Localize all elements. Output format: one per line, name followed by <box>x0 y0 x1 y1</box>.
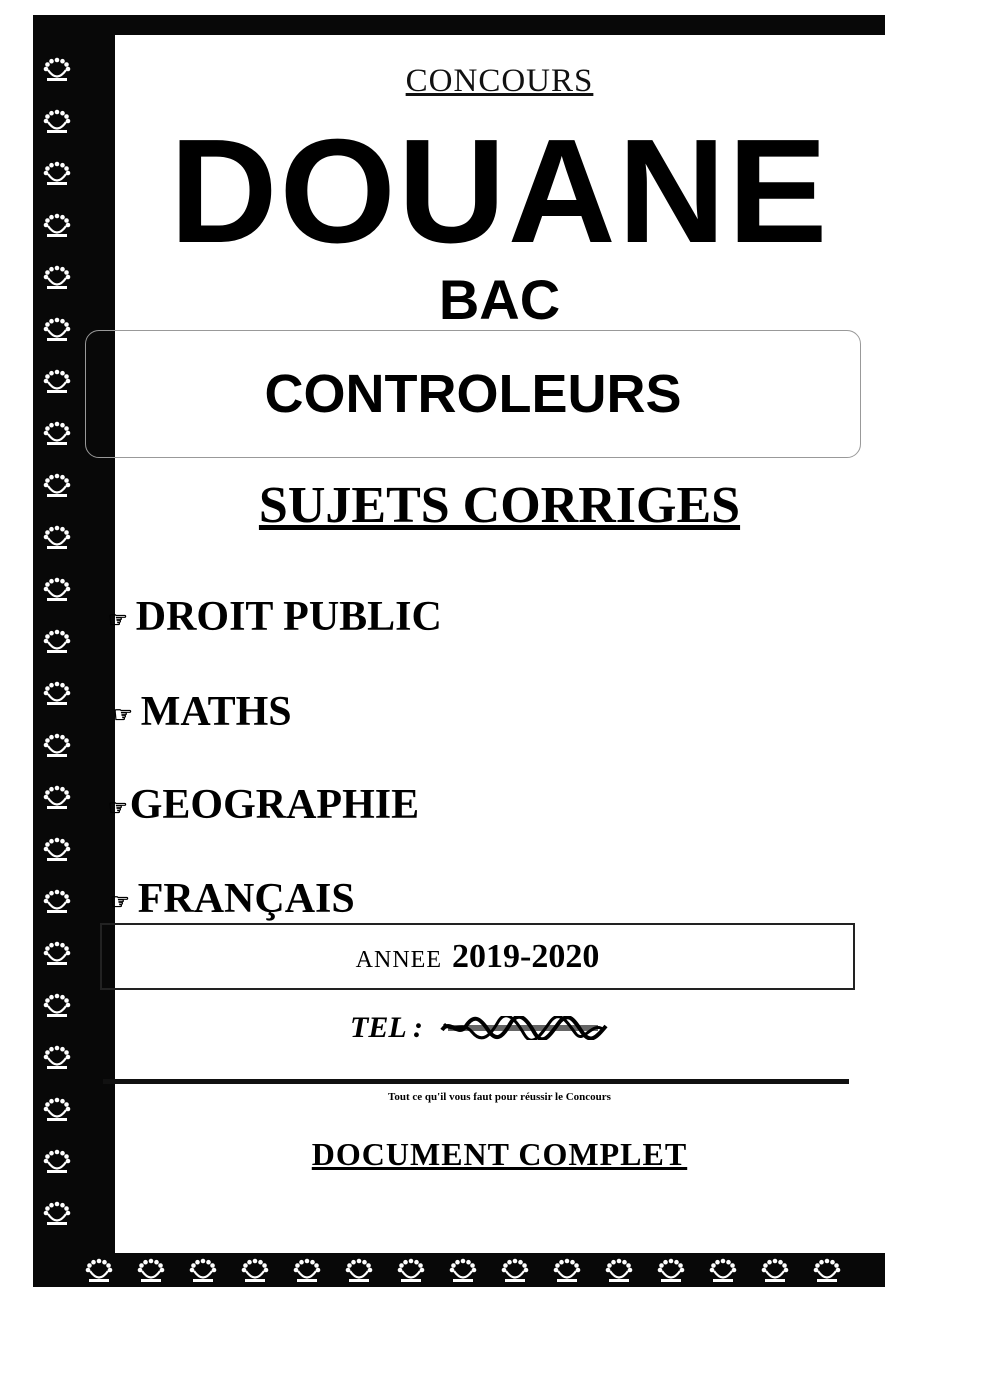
subject-item <box>113 691 292 733</box>
ornament-icon <box>44 994 71 1017</box>
year-box <box>100 923 855 990</box>
ornament-icon <box>44 1202 71 1225</box>
ornament-icon <box>138 1259 165 1282</box>
ornament-icon <box>606 1259 633 1282</box>
ornament-icon <box>658 1259 685 1282</box>
subject-label: FRANÇAIS <box>137 876 355 922</box>
subject-label: MATHS <box>140 689 292 735</box>
level-label: BAC <box>438 268 561 331</box>
ornament-icon <box>44 370 71 393</box>
ornament-icon <box>450 1259 477 1282</box>
pointing-hand-icon: ☞ <box>108 795 128 821</box>
footer-label: DOCUMENT COMPLET <box>311 1136 688 1172</box>
subject-label: DROIT PUBLIC <box>135 594 442 640</box>
year-value: 2019-2020 <box>452 938 600 975</box>
ornament-icon <box>502 1259 529 1282</box>
ornament-icon <box>44 786 71 809</box>
divider-rule <box>103 1079 849 1084</box>
main-title: DOUANE <box>169 109 830 274</box>
ornament-icon <box>44 942 71 965</box>
subject-item <box>108 596 442 638</box>
year-label: ANNEE <box>355 947 442 973</box>
subtitle: SUJETS CORRIGES <box>258 477 741 534</box>
subject-item <box>110 878 355 920</box>
ornament-icon <box>762 1259 789 1282</box>
ornament-icon <box>44 1046 71 1069</box>
ornament-icon <box>190 1259 217 1282</box>
ornament-icon <box>554 1259 581 1282</box>
pointing-hand-icon: ☞ <box>108 607 128 633</box>
category-label: CONTROLEURS <box>264 364 682 424</box>
ornament-icon <box>44 422 71 445</box>
category-box <box>85 330 861 458</box>
ornament-icon <box>86 1259 113 1282</box>
ornament-icon <box>44 734 71 757</box>
ornament-icon <box>44 838 71 861</box>
ornament-icon <box>346 1259 373 1282</box>
ornament-icon <box>294 1259 321 1282</box>
ornament-icon <box>710 1259 737 1282</box>
ornament-icon <box>44 890 71 913</box>
ornament-icon <box>44 682 71 705</box>
ornament-icon <box>242 1259 269 1282</box>
ornament-icon <box>398 1259 425 1282</box>
pointing-hand-icon: ☞ <box>110 889 130 915</box>
ornament-icon <box>814 1259 841 1282</box>
header-concours: CONCOURS <box>405 63 594 99</box>
pointing-hand-icon: ☞ <box>113 702 133 728</box>
tel-label: TEL : <box>350 1011 424 1044</box>
tagline: Tout ce qu'il vous faut pour réussir le Concours <box>388 1091 611 1103</box>
subject-item <box>108 784 419 826</box>
redacted-phone-scribble <box>440 1016 608 1040</box>
subject-label: GEOGRAPHIE <box>129 782 420 828</box>
ornament-icon <box>44 578 71 601</box>
ornament-icon <box>44 630 71 653</box>
